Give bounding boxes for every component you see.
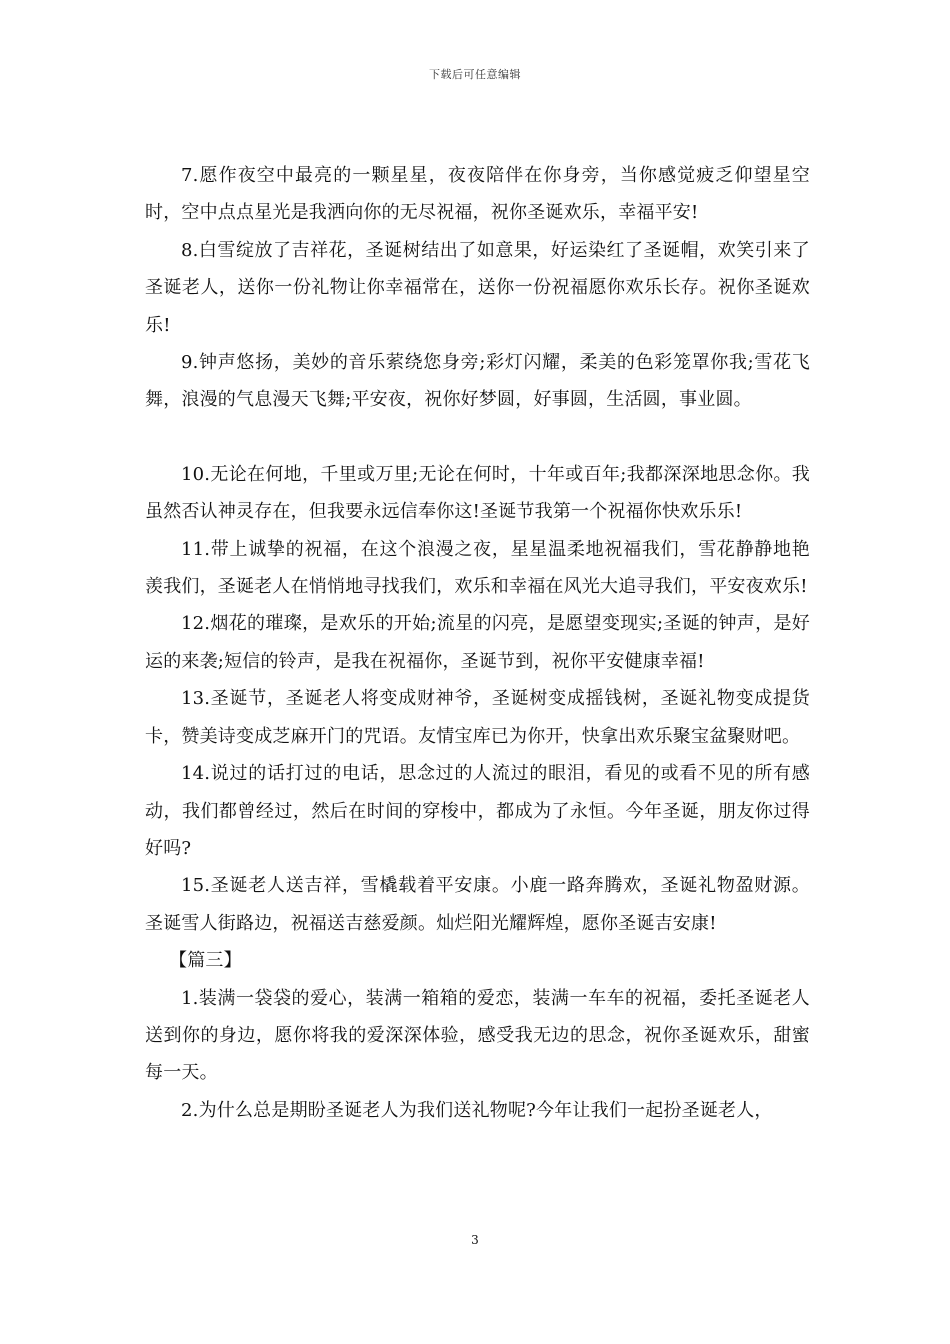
paragraph-12: 12.烟花的璀璨，是欢乐的开始;流星的闪亮，是愿望变现实;圣诞的钟声，是好运的来袭;短信的铃声，是我在祝福你，圣诞节到，祝你平安健康幸福! bbox=[145, 613, 810, 672]
document-body bbox=[145, 157, 810, 1129]
paragraph-13: 13.圣诞节，圣诞老人将变成财神爷，圣诞树变成摇钱树，圣诞礼物变成提货卡，赞美诗变成芝麻开门的咒语。友情宝库已为你开，快拿出欢乐聚宝盆聚财吧。 bbox=[145, 688, 810, 747]
page-header: 下载后可任意编辑 bbox=[429, 68, 521, 81]
section-paragraph-2: 2.为什么总是期盼圣诞老人为我们送礼物呢?今年让我们一起扮圣诞老人， bbox=[181, 1099, 773, 1121]
paragraph-9: 9.钟声悠扬，美妙的音乐萦绕您身旁;彩灯闪耀，柔美的色彩笼罩你我;雪花飞舞，浪漫的气息漫天飞舞;平安夜，祝你好梦圆，好事圆，生活圆，事业圆。 bbox=[145, 352, 810, 411]
paragraph-11: 11.带上诚挚的祝福，在这个浪漫之夜，星星温柔地祝福我们，雪花静静地艳羡我们，圣诞老人在悄悄地寻找我们，欢乐和幸福在风光大追寻我们，平安夜欢乐! bbox=[145, 538, 810, 598]
section-title: 【篇三】 bbox=[169, 950, 242, 972]
paragraph-14: 14.说过的话打过的电话，思念过的人流过的眼泪，看见的或看不见的所有感动，我们都曾经过，然后在时间的穿梭中，都成为了永恒。今年圣诞，朋友你过得好吗? bbox=[145, 763, 810, 859]
section-paragraph-1: 1.装满一袋袋的爱心，装满一箱箱的爱恋，装满一车车的祝福，委托圣诞老人送到你的身边，愿你将我的爱深深体验，感受我无边的思念，祝你圣诞欢乐，甜蜜每一天。 bbox=[145, 987, 810, 1084]
paragraph-8: 8.白雪绽放了吉祥花，圣诞树结出了如意果，好运染红了圣诞帽，欢笑引来了圣诞老人，送你一份礼物让你幸福常在，送你一份祝福愿你欢乐长存。祝你圣诞欢乐! bbox=[145, 239, 810, 336]
page-number: 3 bbox=[471, 1233, 479, 1247]
paragraph-15: 15.圣诞老人送吉祥，雪橇载着平安康。小鹿一路奔腾欢，圣诞礼物盈财源。圣诞雪人街路边，祝福送吉慈爱颜。灿烂阳光耀辉煌，愿你圣诞吉安康! bbox=[145, 875, 810, 934]
paragraph-10: 10.无论在何地，千里或万里;无论在何时，十年或百年;我都深深地思念你。我虽然否认神灵存在，但我要永远信奉你这!圣诞节我第一个祝福你快欢乐乐! bbox=[145, 463, 810, 523]
paragraph-7: 7.愿作夜空中最亮的一颗星星，夜夜陪伴在你身旁，当你感觉疲乏仰望星空时，空中点点星光是我洒向你的无尽祝福，祝你圣诞欢乐，幸福平安! bbox=[145, 165, 810, 224]
